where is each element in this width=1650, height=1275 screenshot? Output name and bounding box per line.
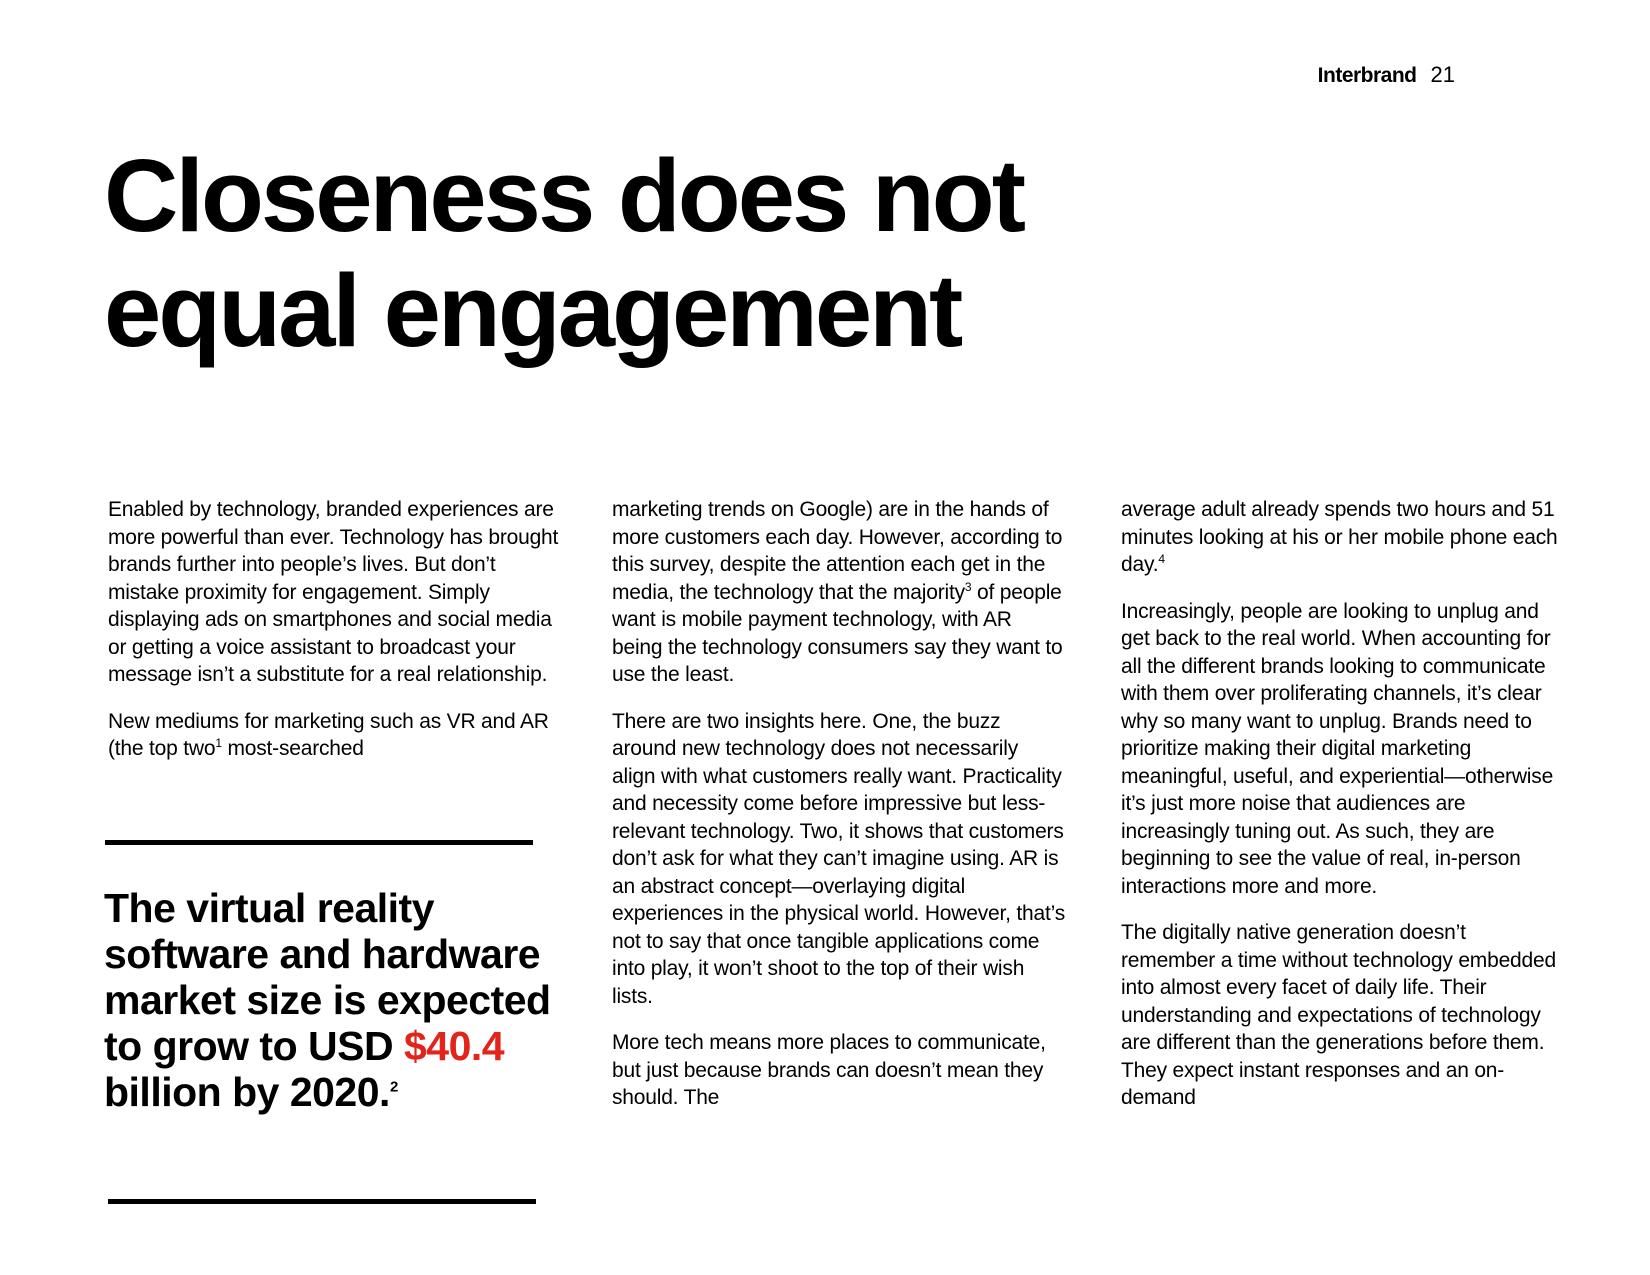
page-header bbox=[1318, 62, 1455, 88]
pullquote-highlight-value: $40.4 bbox=[403, 1023, 505, 1069]
text-column-1 bbox=[108, 496, 563, 782]
paragraph-text: most-searched bbox=[221, 737, 364, 760]
pullquote-bottom-rule bbox=[108, 1199, 536, 1204]
paragraph: Increasingly, people are looking to unplug and get back to the real world. When accounting for all the different brands looking to communicate with them over proliferating channels, it’s clear why so many want to unplug. Brands need to prioritize making their digital marketing meaningful, useful, and experiential—otherwise it’s just more noise that audiences are increasingly tuning out. As such, they are beginning to see the value of real, in-person interactions more and more. bbox=[1121, 599, 1554, 898]
title-line-2: equal engagement bbox=[104, 253, 961, 368]
paragraph bbox=[1121, 496, 1561, 579]
page-number: 21 bbox=[1430, 62, 1455, 87]
footnote-ref-3: 3 bbox=[964, 579, 972, 594]
page-title bbox=[104, 138, 1023, 368]
paragraph-text: average adult already spends two hours and 51 minutes looking at his or her mobile phone each day. bbox=[1121, 498, 1558, 576]
pullquote-text: billion by 2020. bbox=[104, 1069, 390, 1115]
pullquote bbox=[104, 885, 574, 1115]
paragraph-text: marketing trends on Google) are in the hands of more customers each day. However, according to this survey, despite the attention each get in the media, the technology that the majority bbox=[612, 498, 1063, 604]
title-line-1: Closeness does not bbox=[104, 138, 1024, 253]
brand-name: Interbrand bbox=[1317, 64, 1417, 87]
footnote-ref-4: 4 bbox=[1158, 552, 1165, 566]
paragraph: There are two insights here. One, the buzz around new technology does not necessarily align with what customers really want. Practicality and necessity come before impressive but less-relevant technology. Two, it shows that customers don’t ask for what they can’t imagine using. AR is an abstract concept—overlaying digital experiences in the physical world. However, that’s not to say that once tangible applications come into play, it won’t shoot to the top of their wish lists. bbox=[612, 709, 1066, 1008]
footnote-ref-1: 1 bbox=[215, 736, 222, 750]
paragraph bbox=[108, 708, 563, 763]
paragraph: Enabled by technology, branded experiences are more powerful than ever. Technology has brought brands further into people’s lives. But don’t mistake proximity for engagement. Simply displaying ads on smartphones and social media or getting a voice assistant to broadcast your message isn’t a substitute for a real relationship. bbox=[108, 498, 559, 686]
text-column-2 bbox=[612, 496, 1067, 1131]
paragraph: The digitally native generation doesn’t remember a time without technology embedded into almost every facet of daily life. Their understanding and expectations of technology are different than the generations before them. They expect instant responses and an on-demand bbox=[1121, 921, 1556, 1109]
text-column-3 bbox=[1121, 496, 1561, 1131]
footnote-ref-2: 2 bbox=[389, 1078, 398, 1096]
pullquote-top-rule bbox=[105, 840, 533, 845]
paragraph: More tech means more places to communicate, but just because brands can doesn’t mean they should. The bbox=[612, 1031, 1046, 1109]
pullquote-text: The virtual reality software and hardware market size is expected to grow to USD bbox=[104, 885, 551, 1069]
paragraph-text: of people want is mobile payment technology, with AR being the technology consumers say they want to use the least. bbox=[612, 580, 1063, 686]
paragraph-text: New mediums for marketing such as VR and AR (the top two bbox=[108, 709, 549, 760]
paragraph bbox=[612, 496, 1067, 689]
